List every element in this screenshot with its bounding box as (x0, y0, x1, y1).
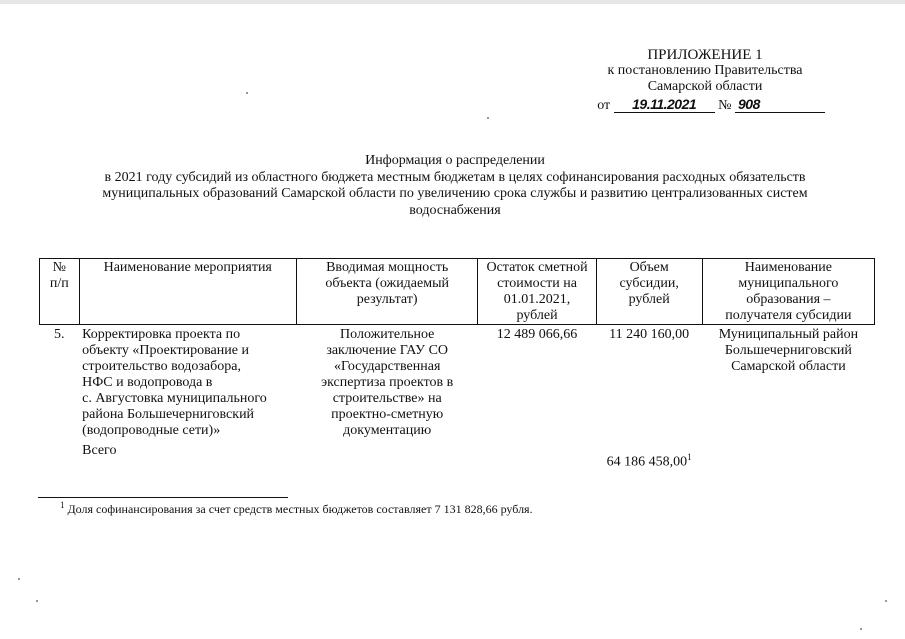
decree-date-number (585, 96, 825, 114)
cell-line: заключение ГАУ СО (326, 343, 449, 358)
total-value-cell (596, 441, 702, 473)
appendix-line-2: Самарской области (647, 79, 763, 94)
footnote (60, 500, 533, 517)
total-empty (40, 441, 80, 473)
cell-line: Большечерниговский (724, 343, 852, 358)
total-row (40, 441, 875, 473)
header-text: получателя субсидии (725, 308, 852, 323)
appendix-block (585, 47, 825, 114)
total-empty (702, 441, 874, 473)
from-label: от (597, 98, 611, 113)
cell-line: Положительное (340, 327, 435, 342)
header-remaining (478, 259, 596, 325)
cell-line: Самарской области (731, 359, 846, 374)
header-text: объекта (ожидаемый (325, 276, 449, 291)
header-text: Объем (629, 260, 669, 275)
total-empty (296, 441, 478, 473)
scan-speck (36, 600, 38, 602)
cell-line: (водопроводные сети)» (82, 423, 221, 438)
total-value: 64 186 458,00 (606, 454, 688, 470)
footnote-divider (38, 497, 288, 498)
appendix-line-1: к постановлению Правительства (607, 63, 803, 78)
cell-line: строительстве» на (332, 391, 442, 406)
footnote-mark: 1 (60, 500, 65, 510)
header-text: Остаток сметной (486, 260, 588, 275)
header-capacity (296, 259, 478, 325)
scan-speck (860, 628, 862, 630)
decree-date: 19.11.2021 (614, 96, 715, 113)
header-text: рублей (516, 308, 558, 323)
appendix-title: ПРИЛОЖЕНИЕ 1 (647, 47, 763, 63)
header-text: образования – (746, 292, 831, 307)
header-recipient (702, 259, 874, 325)
cell-line: Муниципальный район (718, 327, 859, 342)
cell-remaining: 12 489 066,66 (496, 327, 578, 342)
cell-line: документацию (343, 423, 432, 438)
document-heading (40, 153, 870, 219)
table-header-row (40, 259, 875, 325)
header-text: № (52, 260, 66, 275)
header-text: Наименование мероприятия (103, 260, 272, 275)
decree-number: 908 (735, 96, 825, 113)
scan-speck (487, 117, 489, 119)
total-label: Всего (82, 443, 117, 458)
cell-line: строительство водозабора, (82, 359, 241, 374)
header-name (79, 259, 296, 325)
header-text: муниципального (738, 276, 839, 291)
header-subsidy (596, 259, 702, 325)
cell-line: Корректировка проекта по (82, 327, 241, 342)
heading-line-2: в 2021 году субсидий из областного бюджета местным бюджетам в целях софинансирования расходных обязательств (104, 169, 806, 185)
header-text: Вводимая мощность (326, 260, 449, 275)
header-text: Наименование (744, 260, 832, 275)
cell-subsidy: 11 240 160,00 (609, 327, 690, 342)
cell-num: 5. (54, 327, 65, 342)
header-text: рублей (628, 292, 670, 307)
cell-line: объекту «Проектирование и (82, 343, 249, 358)
cell-recipient (702, 325, 874, 442)
header-text: 01.01.2021, (503, 292, 571, 307)
cell-line: с. Августовка муниципального (82, 391, 267, 406)
cell-line: НФС и водопровода в (82, 375, 213, 390)
header-text: субсидии, (619, 276, 679, 291)
scan-speck (18, 578, 20, 580)
header-text: п/п (49, 276, 69, 291)
cell-name (79, 325, 296, 442)
subsidy-table (39, 258, 875, 473)
cell-line: района Большечерниговский (82, 407, 255, 422)
scan-speck (246, 92, 248, 94)
cell-line: экспертиза проектов в (321, 375, 454, 390)
total-empty (478, 441, 596, 473)
heading-line-4: водоснабжения (409, 202, 501, 218)
scan-top-edge (0, 0, 905, 4)
table-row (40, 325, 875, 442)
scan-speck (885, 600, 887, 602)
header-text: стоимости на (497, 276, 577, 291)
total-footnote-mark: 1 (687, 452, 692, 462)
cell-line: «Государственная (333, 359, 441, 374)
cell-line: проектно-сметную (331, 407, 444, 422)
heading-line-1: Информация о распределении (365, 153, 545, 168)
header-text: результат) (356, 292, 418, 307)
footnote-text: Доля софинансирования за счет средств местных бюджетов составляет 7 131 828,66 рубля. (67, 502, 533, 516)
number-label: № (718, 98, 732, 113)
heading-line-3: муниципальных образований Самарской области по увеличению срока службы и развитию централизованных систем (102, 186, 808, 201)
cell-capacity (296, 325, 478, 442)
header-num (40, 259, 80, 325)
